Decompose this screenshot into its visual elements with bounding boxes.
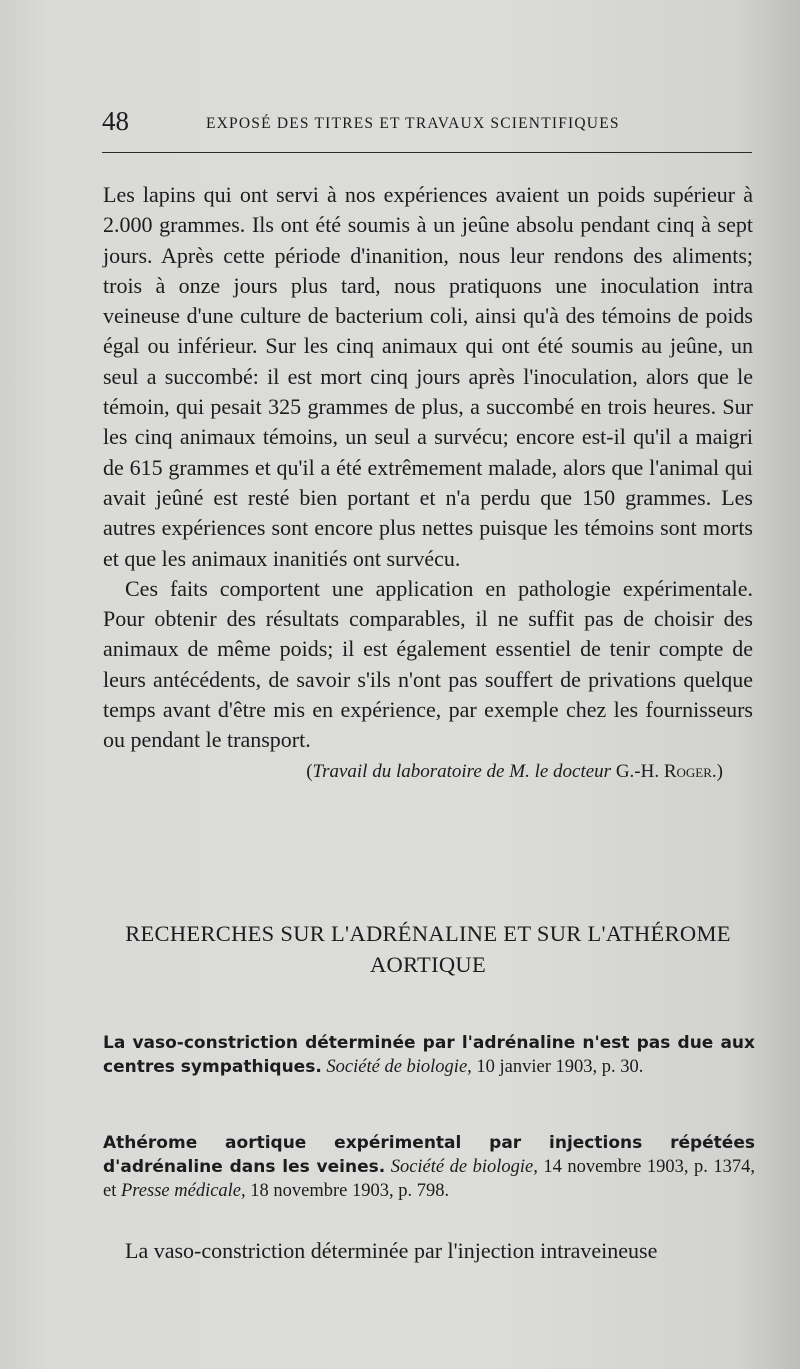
final-line: La vaso-constriction déterminée par l'injection intraveineuse	[125, 1238, 658, 1263]
section-title: RECHERCHES SUR L'ADRÉNALINE ET SUR L'ATHÉROME AORTIQUE	[125, 921, 731, 977]
credit-italic: Travail du laboratoire de M. le docteur	[312, 760, 612, 782]
bib-title: La vaso-constriction déterminée par l'adrénaline n'est pas due aux centres sympathiques.	[103, 1033, 755, 1077]
lab-credit	[103, 757, 753, 787]
credit-close: .)	[711, 760, 723, 782]
credit-initials: G.-H.	[615, 760, 660, 782]
bib-journal: Presse médicale,	[120, 1181, 246, 1201]
bib-details: 14 novembre 1903, p. 1374, et	[103, 1157, 756, 1201]
credit-surname: Roger	[663, 760, 712, 782]
header-rule	[102, 152, 752, 153]
bib-journal: Société de biologie,	[390, 1157, 538, 1177]
bib-journal: Société de biologie,	[326, 1057, 472, 1077]
paragraph-2: Ces faits comportent une application en pathologie expérimentale. Pour obtenir des résultats comparables, il ne suffit pas de choisir des animaux de même poids; il est également essentiel de tenir compte de leurs antécédents, de savoir s'ils n'ont pas souffert de privations quelque temps avant d'être mis en expérience, par exemple chez les fournisseurs ou pendant le transport.	[103, 575, 753, 753]
bib-details: 10 janvier 1903, p. 30.	[476, 1057, 644, 1077]
paragraph-1: Les lapins qui ont servi à nos expériences avaient un poids supérieur à 2.000 grammes. Ils ont été soumis à un jeûne absolu pendant cinq à sept jours. Après cette période d'inanition, nous leur rendons des aliments; trois à onze jours plus tard, nous pratiquons une inoculation intra veineuse d'une culture de bacterium coli, ainsi qu'à des témoins de poids égal ou inférieur. Sur les cinq animaux qui ont été soumis au jeûne, un seul a succombé: il est mort cinq jours après l'inoculation, alors que le témoin, qui pesait 325 grammes de plus, a succombé en trois heures. Sur les cinq animaux témoins, un seul a survécu; encore est-il qu'il a maigri de 615 grammes et qu'il a été extrêmement malade, alors que l'animal qui avait jeûné est resté bien portant et n'a perdu que 150 grammes. Les autres expériences sont encore plus nettes puisque les témoins sont morts et que les animaux inanitiés ont survécu.	[103, 182, 753, 571]
bib-title: Athérome aortique expérimental par injections répétées d'adrénaline dans les veines.	[103, 1133, 755, 1177]
page-header	[102, 106, 752, 136]
bib-details: 18 novembre 1903, p. 798.	[250, 1181, 450, 1201]
bib-entry	[103, 1031, 755, 1079]
body-text	[103, 180, 753, 787]
credit-open: (	[306, 760, 313, 782]
page-number: 48	[102, 106, 129, 136]
bib-entry	[103, 1131, 755, 1203]
running-title: EXPOSÉ DES TITRES ET TRAVAUX SCIENTIFIQUES	[206, 115, 620, 132]
